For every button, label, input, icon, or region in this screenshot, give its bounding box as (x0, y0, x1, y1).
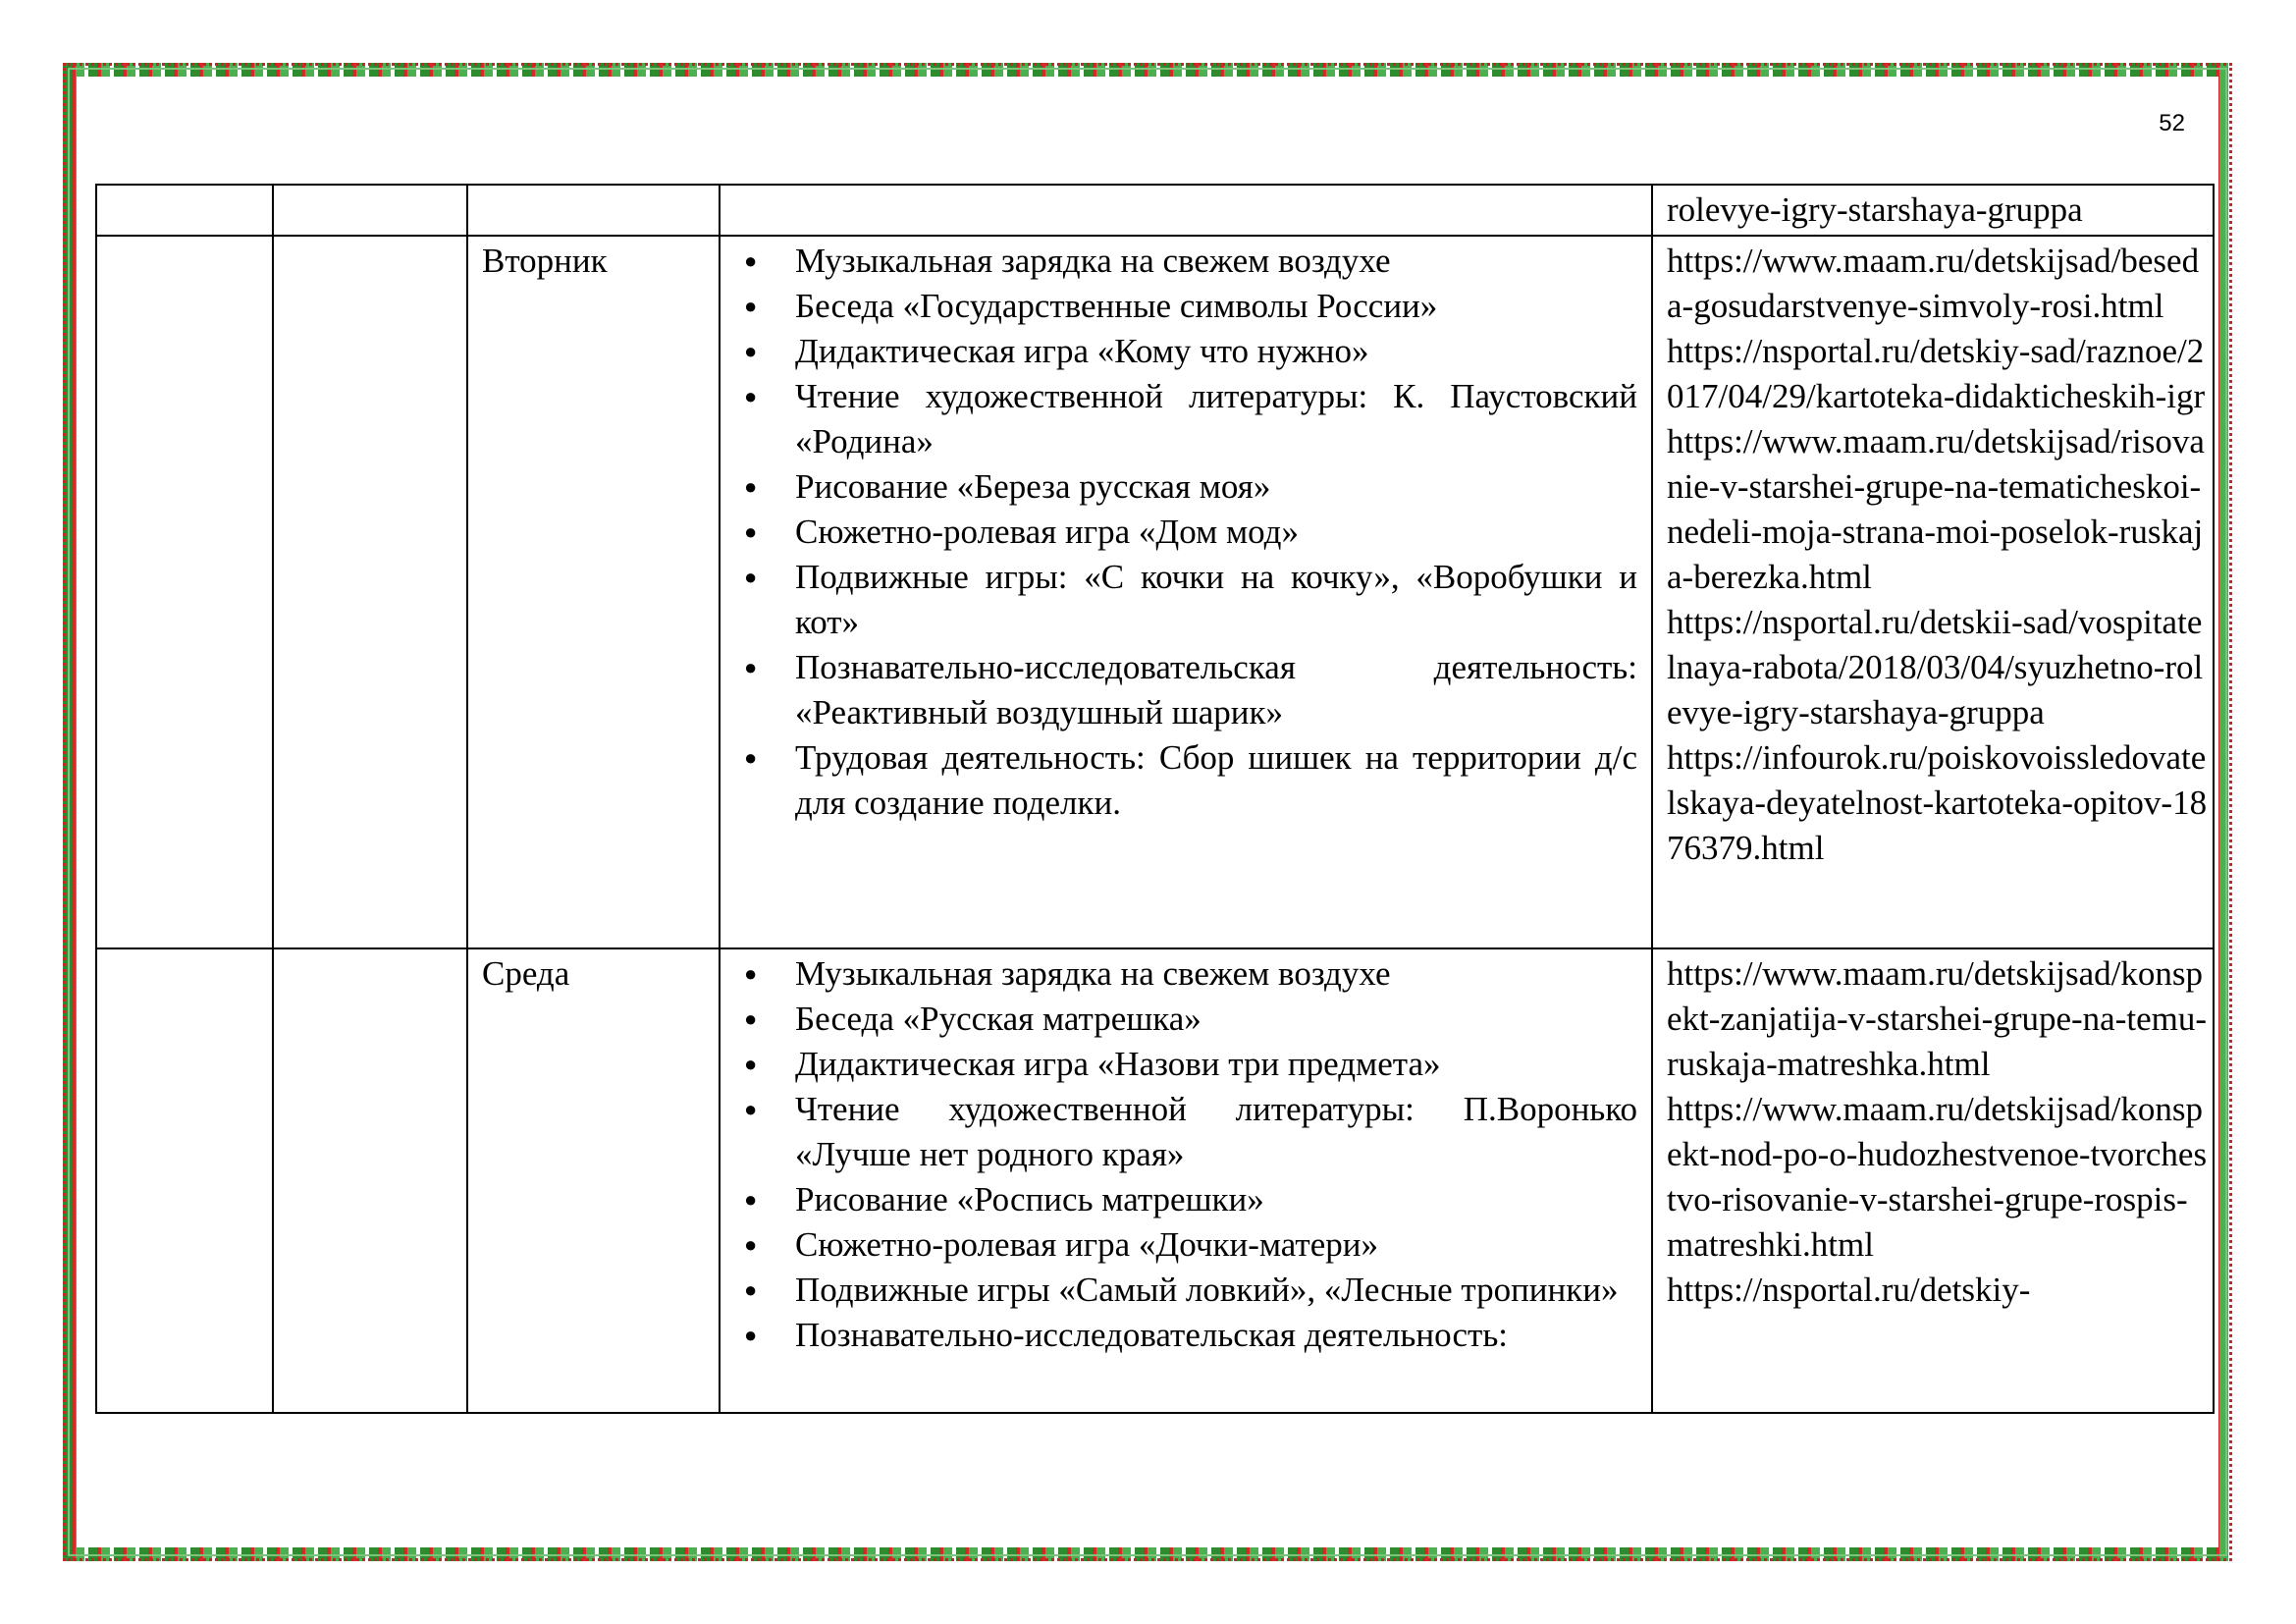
activity-item: ● Трудовая деятельность: Сбор шишек на территории д/с для создание поделки. (795, 735, 1637, 826)
activity-item: ● Музыкальная зарядка на свежем воздухе (795, 951, 1637, 997)
empty-cell-theme (273, 948, 467, 1413)
resource-link[interactable]: https://www.maam.ru/detskijsad/beseda-gosudarstvenye-simvoly-rosi.html (1667, 242, 2200, 325)
page-number: 52 (2159, 110, 2185, 136)
activities-cell (720, 185, 1652, 236)
table-row (96, 185, 2214, 236)
activities-cell (720, 236, 1652, 948)
resource-link[interactable]: https://www.maam.ru/detskijsad/konspekt-zanjatija-v-starshei-grupe-na-temu-ruskaja-matreshka.html (1667, 954, 2208, 1083)
activity-item: ● Сюжетно-ролевая игра «Дочки-матери» (795, 1222, 1637, 1268)
day-cell (467, 185, 720, 236)
activity-item: ● Подвижные игры «Самый ловкий», «Лесные тропинки» (795, 1268, 1637, 1313)
schedule-table (95, 184, 2215, 1414)
activity-item: ● Беседа «Русская матрешка» (795, 997, 1637, 1042)
resource-link[interactable]: https://www.maam.ru/detskijsad/konspekt-nod-po-o-hudozhestvenoe-tvorchestvo-risovanie-v-starshei-grupe-rospis-matreshki.html (1667, 1090, 2208, 1264)
activity-item: ● Сюжетно-ролевая игра «Дом мод» (795, 510, 1637, 555)
resource-link[interactable]: https://nsportal.ru/detskii-sad/vospitatelnaya-rabota/2018/03/04/syuzhetno-rolevye-igry-starshaya-gruppa (1667, 603, 2204, 731)
links-cell (1652, 948, 2214, 1413)
empty-cell-period (96, 185, 273, 236)
activity-item: ● Беседа «Государственные символы России» (795, 284, 1637, 329)
table-row (96, 236, 2214, 948)
resource-link[interactable]: https://nsportal.ru/detskiy- (1667, 1271, 2031, 1309)
resource-link[interactable]: https://nsportal.ru/detskiy-sad/raznoe/2017/04/29/kartoteka-didakticheskih-igr (1667, 332, 2206, 415)
activity-item: ● Познавательно-исследовательская деятельность: «Реактивный воздушный шарик» (795, 645, 1637, 735)
activity-item: ● Чтение художественной литературы: П.Воронько «Лучше нет родного края» (795, 1087, 1637, 1177)
activity-item: ● Познавательно-исследовательская деятельность: (795, 1313, 1637, 1358)
resource-link[interactable]: https://www.maam.ru/detskijsad/risovanie-v-starshei-grupe-na-tematicheskoi-nedeli-moja-strana-moi-poselok-ruskaja-berezka.html (1667, 422, 2205, 596)
activity-item: ● Дидактическая игра «Назови три предмета» (795, 1042, 1637, 1087)
activity-item: ● Рисование «Роспись матрешки» (795, 1177, 1637, 1222)
day-cell: Среда (467, 948, 720, 1413)
activities-list (734, 951, 1637, 1358)
links-cell (1652, 185, 2214, 236)
empty-cell-period (96, 948, 273, 1413)
links-cell (1652, 236, 2214, 948)
activity-item: ● Дидактическая игра «Кому что нужно» (795, 329, 1637, 374)
resource-link[interactable]: rolevye-igry-starshaya-gruppa (1667, 190, 2083, 229)
day-cell: Вторник (467, 236, 720, 948)
empty-cell-theme (273, 236, 467, 948)
activity-item: ● Музыкальная зарядка на свежем воздухе (795, 239, 1637, 284)
activities-cell (720, 948, 1652, 1413)
empty-cell-theme (273, 185, 467, 236)
activity-item: ● Подвижные игры: «С кочки на кочку», «Воробушки и кот» (795, 555, 1637, 645)
activity-item: ● Чтение художественной литературы: К. Паустовский «Родина» (795, 374, 1637, 464)
table-row (96, 948, 2214, 1413)
resource-link[interactable]: https://infourok.ru/poiskovoissledovatelskaya-deyatelnost-kartoteka-opitov-1876379.html (1667, 738, 2208, 867)
empty-cell-period (96, 236, 273, 948)
activity-item: ● Рисование «Береза русская моя» (795, 464, 1637, 510)
activities-list (734, 239, 1637, 826)
